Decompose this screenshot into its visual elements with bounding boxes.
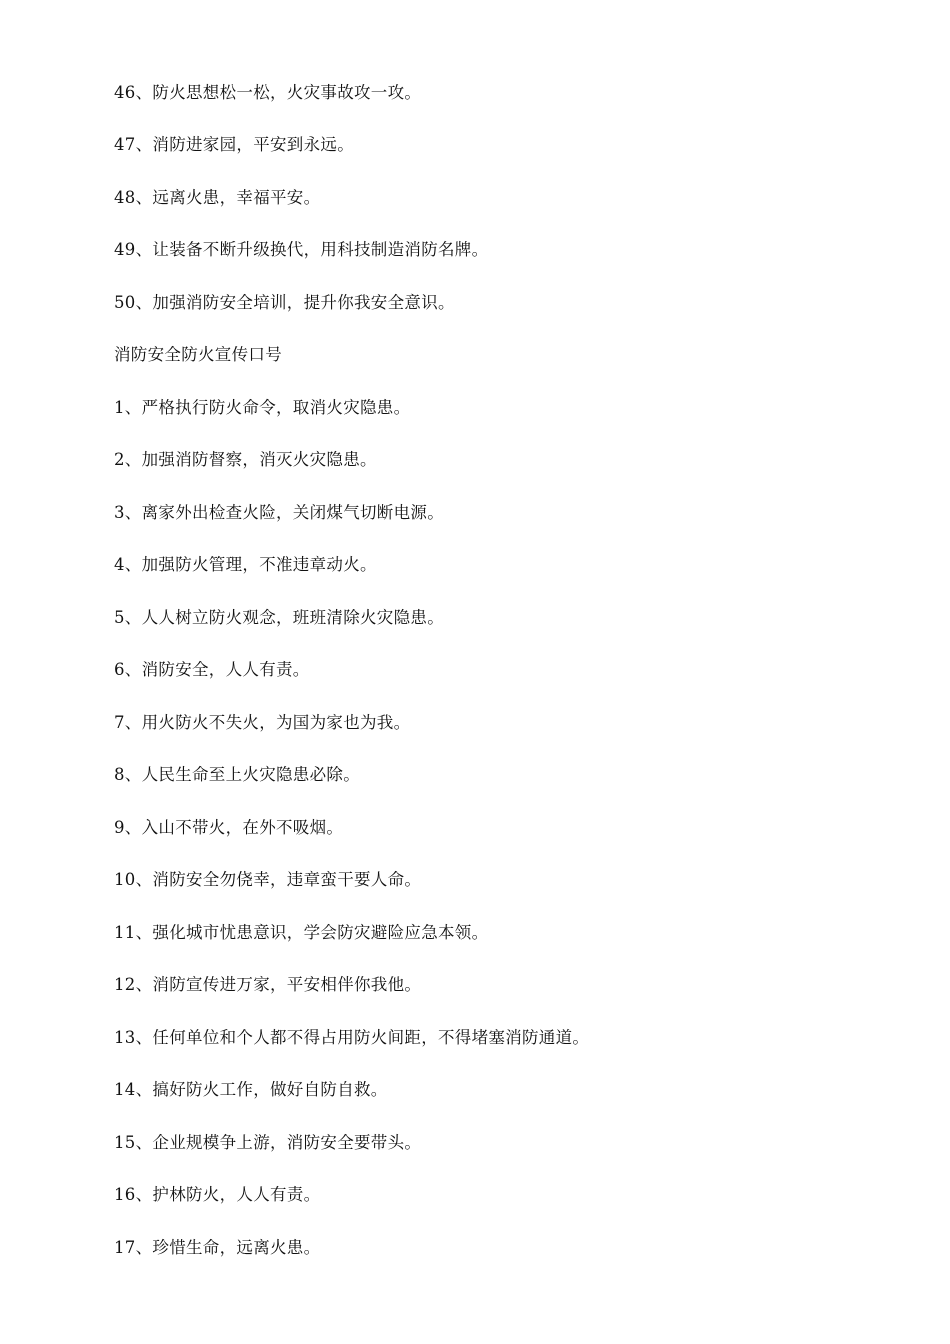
- slogan-line-14: 14、搞好防火工作，做好自防自救。: [114, 1080, 388, 1099]
- slogan-line-48: 48、远离火患，幸福平安。: [114, 188, 321, 207]
- slogan-line-2: 2、加强消防督察，消灭火灾隐患。: [114, 450, 377, 469]
- slogan-line-9: 9、入山不带火，在外不吸烟。: [114, 818, 344, 837]
- slogan-line-10: 10、消防安全勿侥幸，违章蛮干要人命。: [114, 870, 422, 889]
- slogan-line-17: 17、珍惜生命，远离火患。: [114, 1238, 321, 1257]
- slogan-line-15: 15、企业规模争上游，消防安全要带头。: [114, 1133, 422, 1152]
- slogan-line-8: 8、人民生命至上火灾隐患必除。: [114, 765, 360, 784]
- slogan-line-5: 5、人人树立防火观念，班班清除火灾隐患。: [114, 608, 444, 627]
- slogan-line-50: 50、加强消防安全培训，提升你我安全意识。: [114, 293, 455, 312]
- slogan-line-13: 13、任何单位和个人都不得占用防火间距，不得堵塞消防通道。: [114, 1028, 590, 1047]
- slogan-line-1: 1、严格执行防火命令，取消火灾隐患。: [114, 398, 411, 417]
- slogan-line-7: 7、用火防火不失火，为国为家也为我。: [114, 713, 411, 732]
- slogan-line-6: 6、消防安全，人人有责。: [114, 660, 310, 679]
- slogan-line-46: 46、防火思想松一松，火灾事故攻一攻。: [114, 83, 422, 102]
- slogan-line-47: 47、消防进家园，平安到永远。: [114, 135, 354, 154]
- section-heading: 消防安全防火宣传口号: [114, 345, 282, 364]
- slogan-line-3: 3、离家外出检查火险，关闭煤气切断电源。: [114, 503, 444, 522]
- slogan-line-49: 49、让装备不断升级换代，用科技制造消防名牌。: [114, 240, 489, 259]
- slogan-line-4: 4、加强防火管理，不准违章动火。: [114, 555, 377, 574]
- slogan-line-12: 12、消防宣传进万家，平安相伴你我他。: [114, 975, 422, 994]
- slogan-line-11: 11、强化城市忧患意识，学会防灾避险应急本领。: [114, 923, 489, 942]
- slogan-line-16: 16、护林防火，人人有责。: [114, 1185, 321, 1204]
